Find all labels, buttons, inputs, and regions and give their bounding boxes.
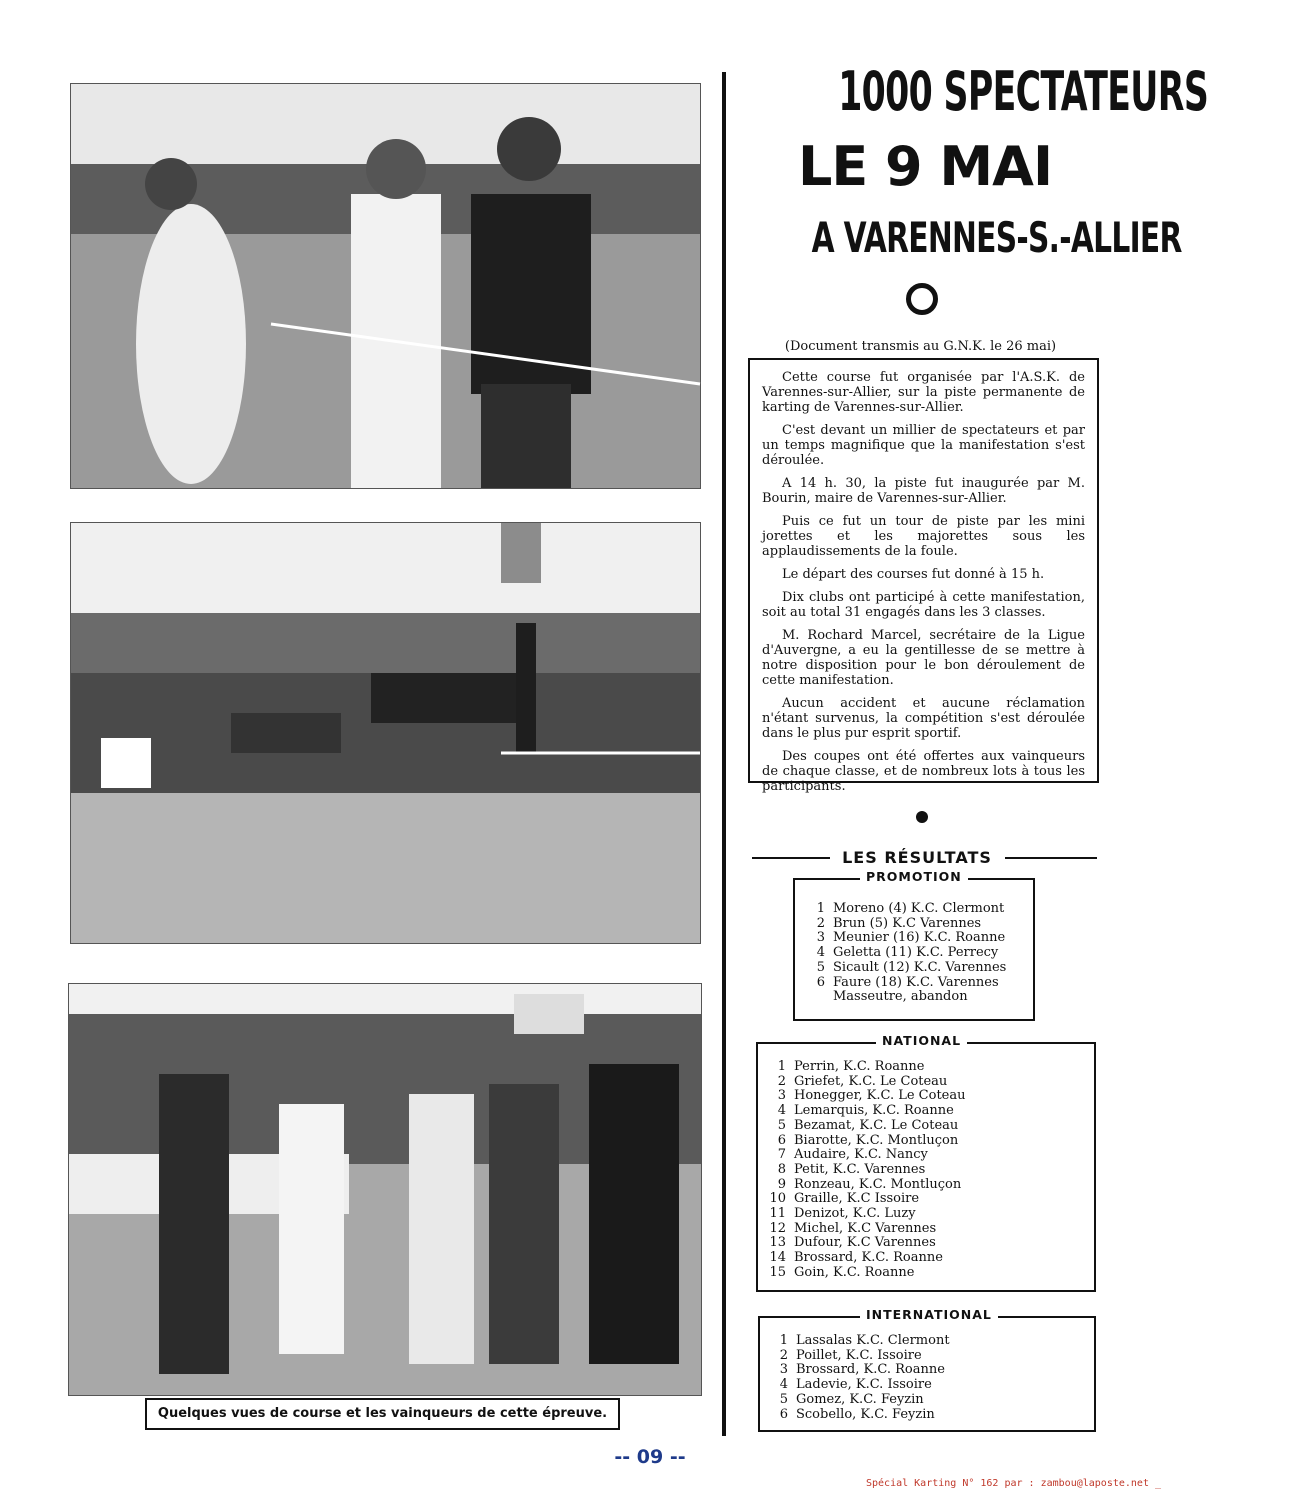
result-text: Moreno (4) K.C. Clermont bbox=[833, 901, 1005, 916]
result-position: 6 bbox=[777, 1132, 786, 1148]
results-title bbox=[752, 846, 1097, 870]
headline-line-1: 1000 SPECTATEURS bbox=[838, 60, 1209, 123]
footer-credit: Spécial Karting N° 162 par : zambou@laposte.net _ bbox=[866, 1478, 1162, 1489]
result-text: Audaire, K.C. Nancy bbox=[794, 1147, 928, 1163]
list-item bbox=[764, 1207, 1094, 1222]
result-text: Brun (5) K.C Varennes bbox=[833, 915, 982, 931]
result-text: Griefet, K.C. Le Coteau bbox=[794, 1073, 948, 1089]
result-text: Petit, K.C. Varennes bbox=[794, 1161, 926, 1177]
list-item bbox=[803, 976, 1033, 991]
list-item bbox=[764, 1089, 1094, 1104]
result-position: 8 bbox=[777, 1161, 786, 1177]
article-paragraph: C'est devant un millier de spectateurs et par un temps magnifique que la manifestation s'est déroulée. bbox=[762, 423, 1085, 468]
result-position: 11 bbox=[769, 1206, 786, 1222]
article-paragraph: Des coupes ont été offertes aux vainqueurs de chaque classe, et de nombreux lots à tous les participants. bbox=[762, 749, 1085, 794]
result-text: Lassalas K.C. Clermont bbox=[796, 1333, 950, 1348]
results-title-label: LES RÉSULTATS bbox=[842, 848, 992, 867]
bullet-dot-icon bbox=[916, 811, 928, 823]
result-position: 1 bbox=[779, 1333, 788, 1348]
result-position: 13 bbox=[769, 1235, 786, 1251]
list-item bbox=[764, 1119, 1094, 1134]
results-title-rule-left bbox=[752, 857, 830, 859]
result-position: 2 bbox=[779, 1347, 788, 1363]
column-divider bbox=[722, 72, 726, 1436]
result-text: Ronzeau, K.C. Montluçon bbox=[794, 1176, 962, 1192]
list-item bbox=[764, 1163, 1094, 1178]
result-text: Perrin, K.C. Roanne bbox=[794, 1059, 925, 1074]
results-promotion-list bbox=[803, 902, 1033, 1005]
article-paragraph: Puis ce fut un tour de piste par les mini jorettes et les majorettes sous les applaudissements de la foule. bbox=[762, 514, 1085, 559]
result-text: Graille, K.C Issoire bbox=[794, 1191, 920, 1207]
result-text: Meunier (16) K.C. Roanne bbox=[833, 930, 1006, 946]
result-position: 5 bbox=[816, 959, 825, 975]
results-international-list bbox=[766, 1334, 1094, 1422]
list-item bbox=[803, 931, 1033, 946]
result-text: Bezamat, K.C. Le Coteau bbox=[794, 1117, 959, 1133]
article-paragraph: Aucun accident et aucune réclamation n'étant survenus, la compétition s'est déroulée dans le plus pur esprit sportif. bbox=[762, 696, 1085, 741]
result-position: 4 bbox=[816, 945, 825, 961]
list-item bbox=[766, 1378, 1094, 1393]
result-text: Dufour, K.C Varennes bbox=[794, 1235, 936, 1251]
list-item bbox=[764, 1222, 1094, 1237]
photo-race-start bbox=[70, 522, 701, 944]
results-national bbox=[756, 1033, 1096, 1292]
photo-ribbon-cutting bbox=[70, 83, 701, 489]
result-position: 4 bbox=[779, 1377, 788, 1393]
list-item bbox=[766, 1393, 1094, 1408]
result-text: Faure (18) K.C. Varennes bbox=[833, 974, 999, 990]
results-promotion bbox=[793, 869, 1035, 1021]
result-text: Brossard, K.C. Roanne bbox=[794, 1250, 943, 1266]
result-position: 5 bbox=[779, 1391, 788, 1407]
headline-line-2: LE 9 MAI bbox=[797, 135, 1053, 198]
result-position: 5 bbox=[777, 1117, 786, 1133]
result-text: Poillet, K.C. Issoire bbox=[796, 1347, 922, 1363]
photo-caption: Quelques vues de course et les vainqueurs de cette épreuve. bbox=[145, 1398, 620, 1430]
list-item bbox=[766, 1408, 1094, 1423]
result-position: 3 bbox=[779, 1362, 788, 1378]
list-item bbox=[764, 1192, 1094, 1207]
result-text: Goin, K.C. Roanne bbox=[794, 1264, 915, 1280]
list-item bbox=[764, 1251, 1094, 1266]
result-position: 12 bbox=[769, 1220, 786, 1236]
result-text: Biarotte, K.C. Montluçon bbox=[794, 1132, 959, 1148]
headline bbox=[735, 55, 1209, 271]
result-text: Michel, K.C Varennes bbox=[794, 1220, 937, 1236]
photo-winners-group-image bbox=[69, 984, 701, 1395]
article-paragraph: A 14 h. 30, la piste fut inaugurée par M. Bourin, maire de Varennes-sur-Allier. bbox=[762, 476, 1085, 506]
list-item bbox=[803, 946, 1033, 961]
list-item bbox=[764, 1075, 1094, 1090]
result-position: 9 bbox=[777, 1176, 786, 1192]
result-position: 7 bbox=[777, 1147, 786, 1163]
result-text: Ladevie, K.C. Issoire bbox=[796, 1377, 932, 1393]
results-national-list bbox=[764, 1060, 1094, 1281]
list-item bbox=[764, 1178, 1094, 1193]
photo-ribbon-cutting-image bbox=[71, 84, 700, 488]
headline-line-3: A VARENNES-S.-ALLIER bbox=[811, 213, 1182, 262]
photo-winners-group bbox=[68, 983, 702, 1396]
result-position: 2 bbox=[777, 1073, 786, 1089]
result-position: 3 bbox=[816, 930, 825, 946]
result-position: 6 bbox=[816, 974, 825, 990]
result-text: Geletta (11) K.C. Perrecy bbox=[833, 945, 999, 961]
result-position: 3 bbox=[777, 1088, 786, 1104]
article-paragraph: Cette course fut organisée par l'A.S.K. de Varennes-sur-Allier, sur la piste permanente de karting de Varennes-sur-Allier. bbox=[762, 370, 1085, 415]
results-promotion-header: PROMOTION bbox=[860, 868, 968, 886]
list-item bbox=[803, 902, 1033, 917]
list-item bbox=[764, 1104, 1094, 1119]
list-item bbox=[803, 917, 1033, 932]
result-position: 4 bbox=[777, 1103, 786, 1119]
list-item bbox=[803, 961, 1033, 976]
article-paragraph: Le départ des courses fut donné à 15 h. bbox=[782, 567, 1045, 582]
result-text: Brossard, K.C. Roanne bbox=[796, 1362, 945, 1378]
result-text: Masseutre, abandon bbox=[833, 989, 968, 1005]
page-number: -- 09 -- bbox=[614, 1446, 686, 1468]
result-position: 6 bbox=[779, 1406, 788, 1422]
result-text: Sicault (12) K.C. Varennes bbox=[833, 959, 1007, 975]
results-national-header: NATIONAL bbox=[876, 1032, 967, 1050]
result-position: 10 bbox=[769, 1191, 786, 1207]
article-paragraph: Dix clubs ont participé à cette manifestation, soit au total 31 engagés dans les 3 classes. bbox=[762, 590, 1085, 620]
result-position: 2 bbox=[816, 915, 825, 931]
result-position: 14 bbox=[769, 1250, 786, 1266]
document-note: (Document transmis au G.N.K. le 26 mai) bbox=[784, 339, 1057, 354]
list-item bbox=[764, 1060, 1094, 1075]
list-item bbox=[766, 1334, 1094, 1349]
list-item bbox=[764, 1236, 1094, 1251]
results-international-header: INTERNATIONAL bbox=[860, 1306, 998, 1324]
results-international bbox=[758, 1307, 1096, 1432]
result-text: Honegger, K.C. Le Coteau bbox=[794, 1088, 966, 1104]
results-title-rule-right bbox=[1005, 857, 1097, 859]
result-text: Lemarquis, K.C. Roanne bbox=[794, 1103, 954, 1119]
photo-race-start-image bbox=[71, 523, 700, 943]
article-box bbox=[748, 358, 1099, 794]
list-item bbox=[803, 990, 1033, 1005]
result-position: 1 bbox=[816, 901, 825, 916]
result-text: Denizot, K.C. Luzy bbox=[794, 1206, 916, 1222]
list-item bbox=[766, 1349, 1094, 1364]
result-position: 15 bbox=[769, 1264, 786, 1280]
list-item bbox=[766, 1363, 1094, 1378]
result-text: Scobello, K.C. Feyzin bbox=[796, 1406, 935, 1422]
list-item bbox=[764, 1134, 1094, 1149]
article-paragraph: M. Rochard Marcel, secrétaire de la Ligue d'Auvergne, a eu la gentillesse de se mettre à notre disposition pour le bon déroulement de cette manifestation. bbox=[762, 628, 1085, 688]
result-text: Gomez, K.C. Feyzin bbox=[796, 1391, 924, 1407]
result-position: 1 bbox=[777, 1059, 786, 1074]
list-item bbox=[764, 1148, 1094, 1163]
list-item bbox=[764, 1266, 1094, 1281]
ring-ornament-icon bbox=[906, 283, 938, 315]
